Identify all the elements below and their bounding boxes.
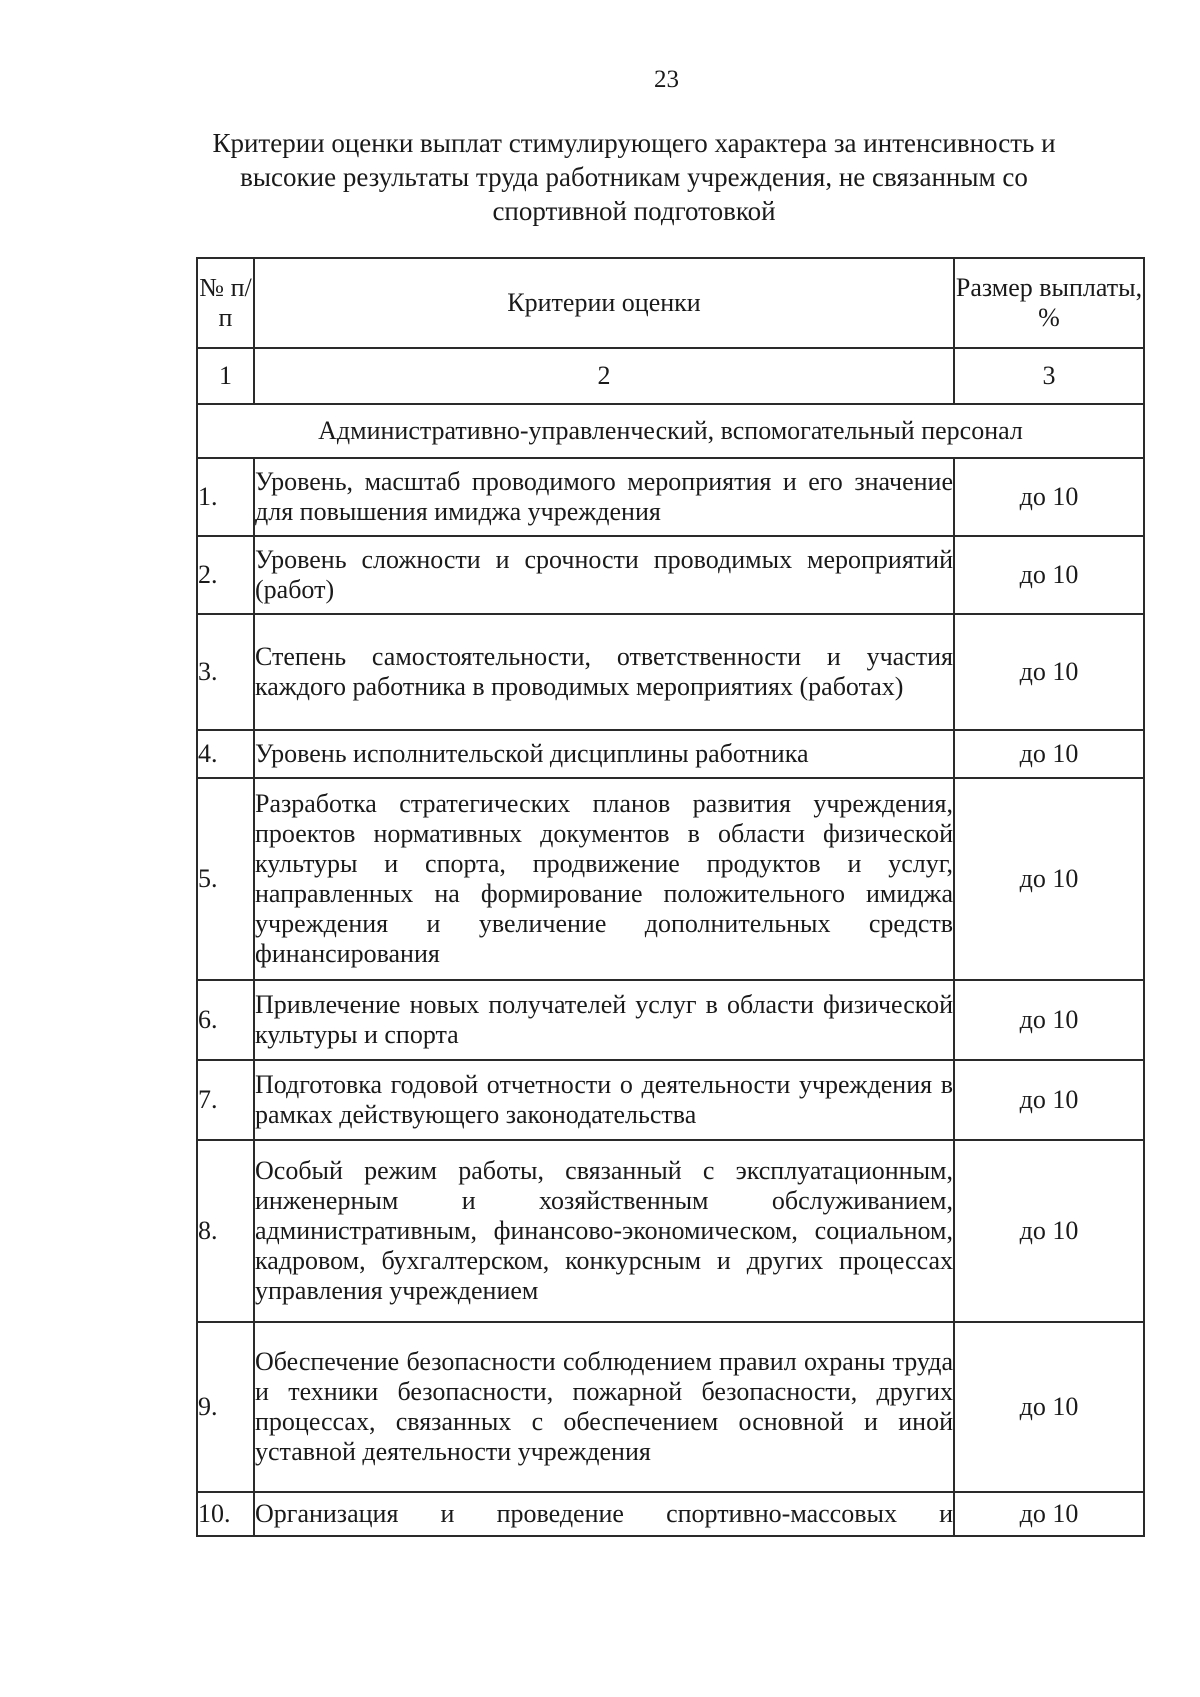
row-value: до 10 xyxy=(954,778,1144,980)
row-criteria: Уровень исполнительской дисциплины работника xyxy=(254,730,954,778)
table-row xyxy=(197,980,1144,1060)
row-criteria: Обеспечение безопасности соблюдением правил охраны труда и техники безопасности, пожарной безопасности, других процессах, связанных с обеспечением основной и иной уставной деятельности учреждения xyxy=(254,1322,954,1492)
row-number: 4. xyxy=(197,730,254,778)
row-value: до 10 xyxy=(954,458,1144,536)
section-row xyxy=(197,404,1144,458)
table-row xyxy=(197,1492,1144,1536)
row-criteria: Уровень, масштаб проводимого мероприятия и его значение для повышения имиджа учреждения xyxy=(254,458,954,536)
row-criteria: Подготовка годовой отчетности о деятельности учреждения в рамках действующего законодательства xyxy=(254,1060,954,1140)
row-value: до 10 xyxy=(954,730,1144,778)
row-number: 2. xyxy=(197,536,254,614)
table-row xyxy=(197,1060,1144,1140)
column-number-row xyxy=(197,348,1144,404)
row-criteria: Уровень сложности и срочности проводимых мероприятий (работ) xyxy=(254,536,954,614)
row-criteria: Степень самостоятельности, ответственности и участия каждого работника в проводимых мероприятиях (работах) xyxy=(254,614,954,730)
row-number: 7. xyxy=(197,1060,254,1140)
row-value: до 10 xyxy=(954,536,1144,614)
column-number-2: 2 xyxy=(254,348,954,404)
row-number: 10. xyxy=(197,1492,254,1536)
row-number: 1. xyxy=(197,458,254,536)
table-row xyxy=(197,730,1144,778)
table-row xyxy=(197,458,1144,536)
row-criteria: Особый режим работы, связанный с эксплуатационным, инженерным и хозяйственным обслуживанием, административным, финансово-экономическом, социальном, кадровом, бухгалтерском, конкурсным и других процессах управления учреждением xyxy=(254,1140,954,1322)
row-value: до 10 xyxy=(954,1492,1144,1536)
row-criteria: Привлечение новых получателей услуг в области физической культуры и спорта xyxy=(254,980,954,1060)
row-value: до 10 xyxy=(954,980,1144,1060)
row-value: до 10 xyxy=(954,1322,1144,1492)
row-number: 6. xyxy=(197,980,254,1060)
column-number-1: 1 xyxy=(197,348,254,404)
row-number: 8. xyxy=(197,1140,254,1322)
header-payment-size: Размер выплаты, % xyxy=(954,258,1144,348)
document-title: Критерии оценки выплат стимулирующего характера за интенсивность и высокие результаты труда работникам учреждения, не связанным со спортивной подготовкой xyxy=(212,128,1056,226)
header-number: № п/п xyxy=(197,258,254,348)
table-row xyxy=(197,536,1144,614)
row-value: до 10 xyxy=(954,1060,1144,1140)
row-value: до 10 xyxy=(954,1140,1144,1322)
row-value: до 10 xyxy=(954,614,1144,730)
row-criteria: Организация и проведение спортивно-массовых и xyxy=(254,1492,954,1536)
row-number: 3. xyxy=(197,614,254,730)
header-criteria: Критерии оценки xyxy=(254,258,954,348)
criteria-table xyxy=(196,257,1145,1537)
row-criteria: Разработка стратегических планов развития учреждения, проектов нормативных документов в области физической культуры и спорта, продвижение продуктов и услуг, направленных на формирование положительного имиджа учреждения и увеличение дополнительных средств финансирования xyxy=(254,778,954,980)
table-row xyxy=(197,614,1144,730)
row-number: 9. xyxy=(197,1322,254,1492)
table-row xyxy=(197,778,1144,980)
table-row xyxy=(197,1322,1144,1492)
table-row xyxy=(197,1140,1144,1322)
table-header-row xyxy=(197,258,1144,348)
page-number: 23 xyxy=(654,66,679,93)
column-number-3: 3 xyxy=(954,348,1144,404)
row-number: 5. xyxy=(197,778,254,980)
section-title: Административно-управленческий, вспомогательный персонал xyxy=(197,404,1144,458)
